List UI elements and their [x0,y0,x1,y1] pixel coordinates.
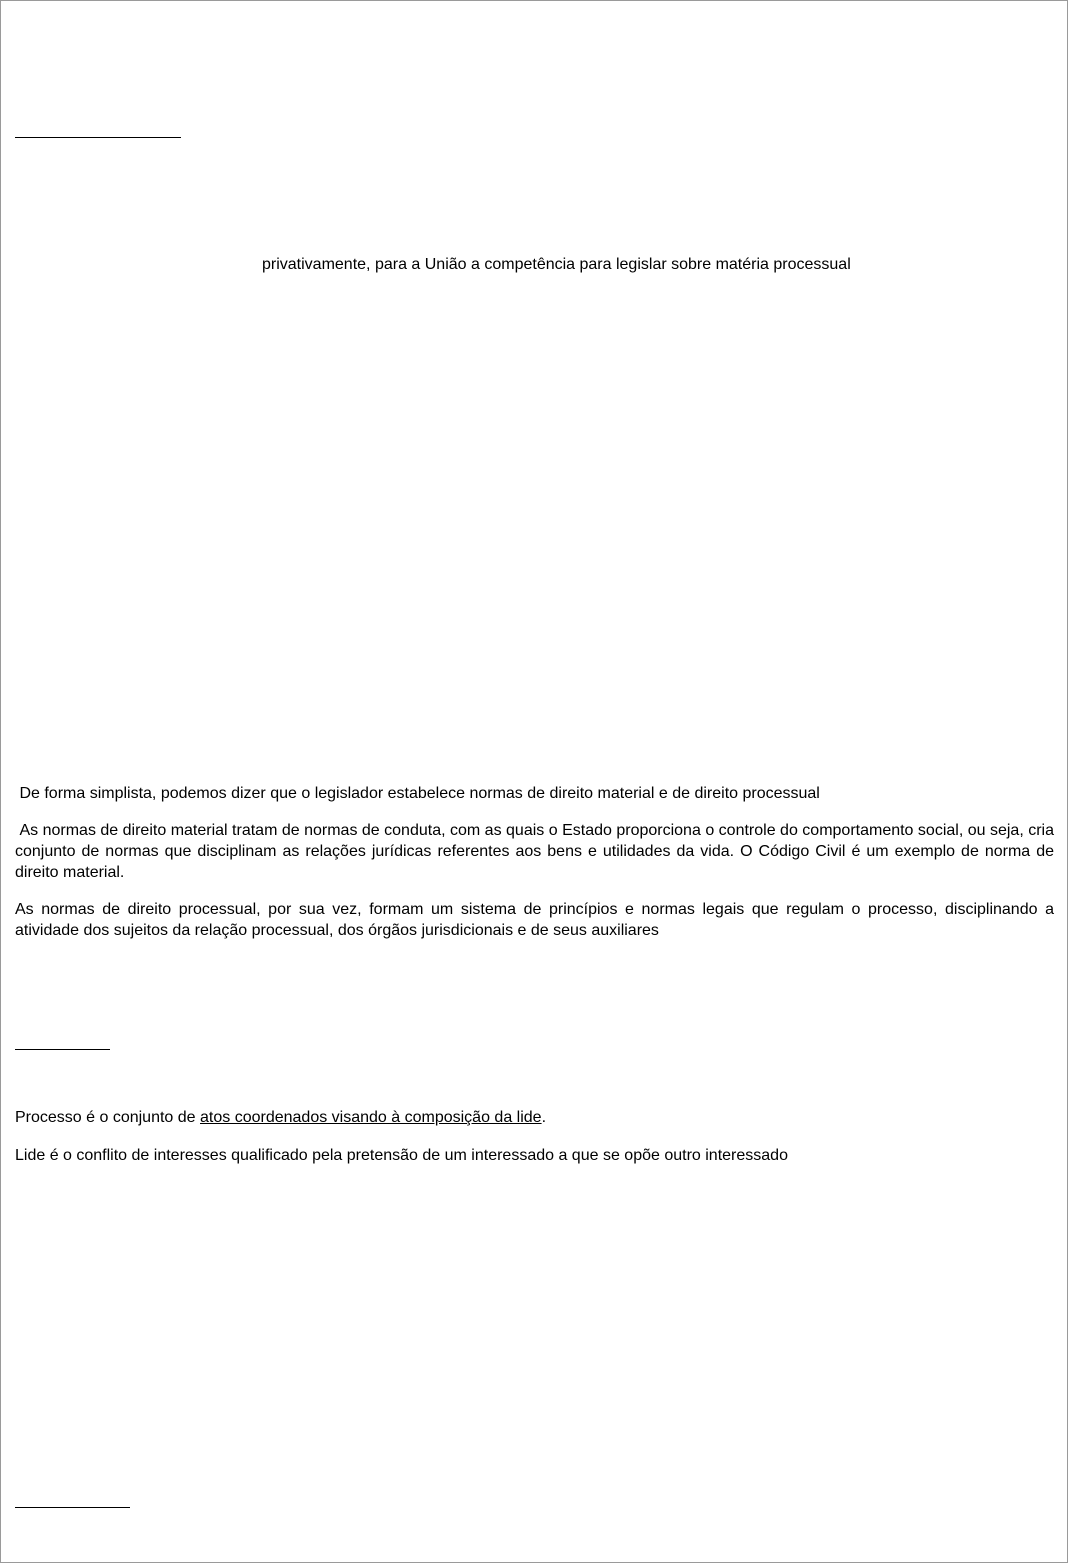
section-divider [15,137,181,138]
processo-underlined-phrase: atos coordenados visando à composição da lide [200,1109,542,1126]
processo-suffix: . [541,1109,547,1126]
paragraph-lide: Lide é o conflito de interesses qualificado pela pretensão de um interessado a que se opõe outro interessado [15,1147,788,1164]
paragraph-direito-processual: As normas de direito processual, por sua vez, formam um sistema de princípios e normas legais que regulam o processo, disciplinando a atividade dos sujeitos da relação processual, dos órgãos jurisdicionais e de seus auxiliares [15,901,1054,939]
section-divider [15,1507,130,1508]
paragraph-simplista: De forma simplista, podemos dizer que o legislador estabelece normas de direito material e de direito processual [15,785,820,802]
paragraph-direito-material: As normas de direito material tratam de normas de conduta, com as quais o Estado proporciona o controle do comportamento social, ou seja, cria conjunto de normas que disciplinam as relações jurídicas referentes aos bens e utilidades da vida. O Código Civil é um exemplo de norma de direito material. [15,822,1059,881]
section-divider [15,1049,110,1050]
competencia-line: privativamente, para a União a competência para legislar sobre matéria processual [262,256,851,273]
paragraph-processo [15,1107,1054,1128]
processo-prefix: Processo é o conjunto de [15,1109,201,1126]
